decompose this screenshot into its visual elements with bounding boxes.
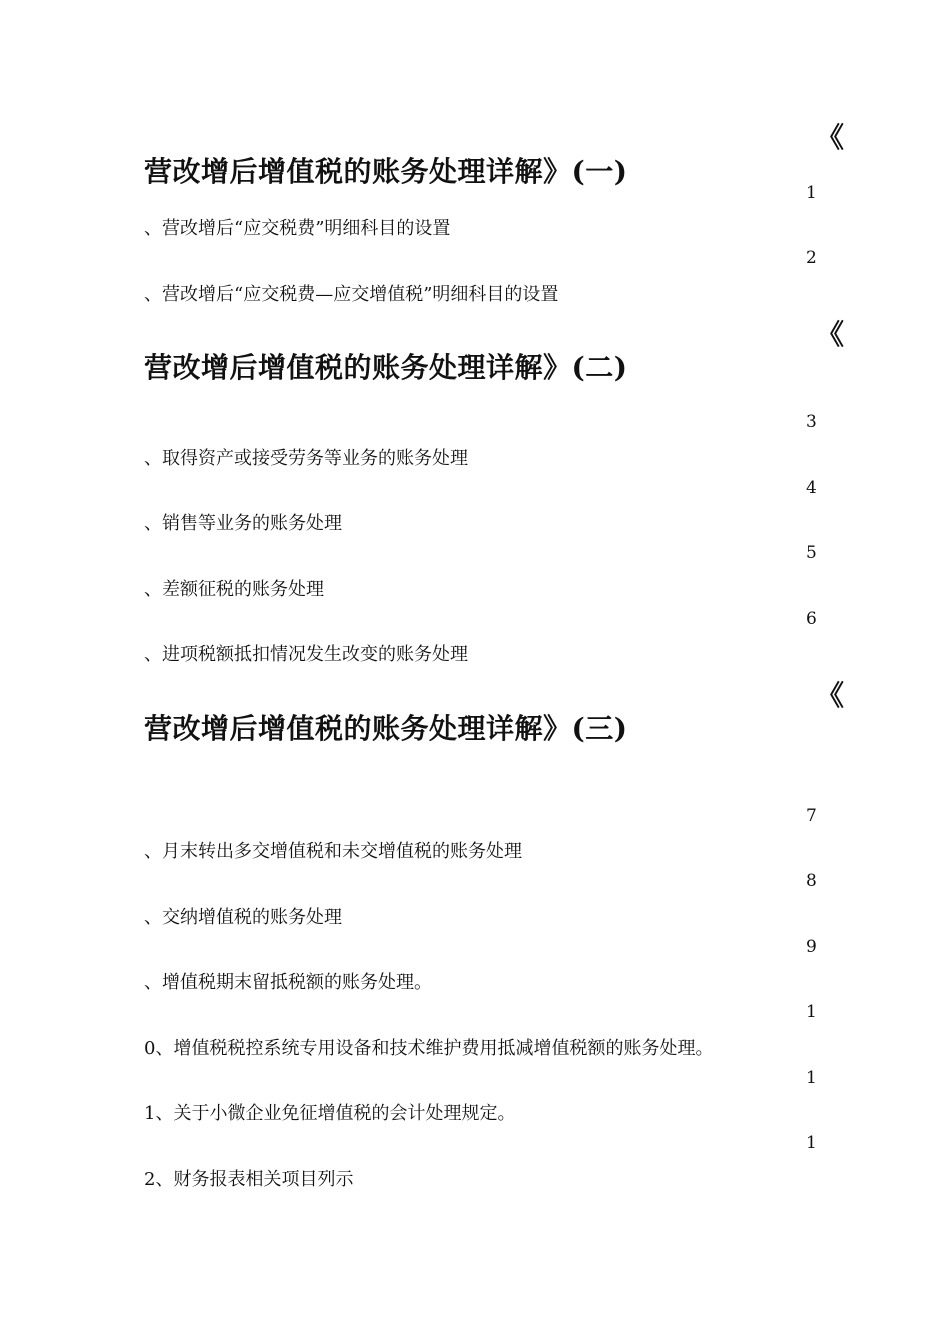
item-2-text: 、营改增后“应交税费—应交增值税”明细科目的设置 — [144, 284, 559, 305]
section-1-title: 营改增后增值税的账务处理详解》(一) — [144, 155, 628, 188]
item-7-text: 、月末转出多交增值税和未交增值税的账务处理 — [144, 841, 522, 862]
section-2-open-mark: 《 — [816, 318, 845, 351]
section-3-open-mark: 《 — [816, 679, 845, 712]
item-12-text: 2、财务报表相关项目列示 — [144, 1169, 354, 1190]
item-3-text: 、取得资产或接受劳务等业务的账务处理 — [144, 448, 468, 469]
item-8-text: 、交纳增值税的账务处理 — [144, 907, 342, 928]
item-6-text: 、进项税额抵扣情况发生改变的账务处理 — [144, 644, 468, 665]
item-7-number: 7 — [806, 806, 817, 826]
item-5-text: 、差额征税的账务处理 — [144, 579, 324, 600]
item-5-number: 5 — [806, 543, 817, 563]
section-2-title: 营改增后增值税的账务处理详解》(二) — [144, 351, 628, 384]
item-10-number: 1 — [806, 1002, 817, 1022]
item-4-number: 4 — [806, 478, 817, 498]
item-4-text: 、销售等业务的账务处理 — [144, 513, 342, 534]
section-3-title: 营改增后增值税的账务处理详解》(三) — [144, 712, 628, 745]
item-6-number: 6 — [806, 609, 817, 629]
item-11-text: 1、关于小微企业免征增值税的会计处理规定。 — [144, 1103, 516, 1124]
item-2-number: 2 — [806, 248, 817, 268]
item-1-text: 、营改增后“应交税费”明细科目的设置 — [144, 218, 451, 239]
item-10-text: 0、增值税税控系统专用设备和技术维护费用抵减增值税额的账务处理。 — [144, 1038, 714, 1059]
item-8-number: 8 — [806, 871, 817, 891]
item-3-number: 3 — [806, 412, 817, 432]
item-1-number: 1 — [806, 183, 817, 203]
item-9-text: 、增值税期末留抵税额的账务处理。 — [144, 972, 432, 993]
item-11-number: 1 — [806, 1068, 817, 1088]
section-1-open-mark: 《 — [816, 121, 845, 154]
item-9-number: 9 — [806, 937, 817, 957]
item-12-number: 1 — [806, 1133, 817, 1153]
